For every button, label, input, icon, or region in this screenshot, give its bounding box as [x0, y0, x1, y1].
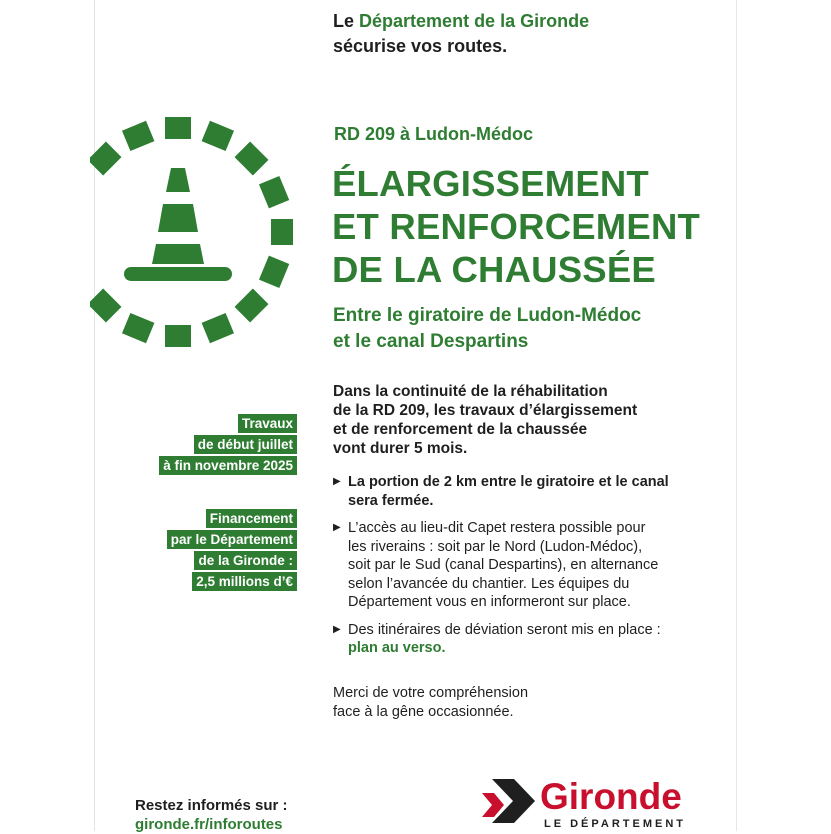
header-highlight: Département de la Gironde	[359, 11, 590, 31]
roadwork-cone-icon	[90, 104, 305, 359]
header	[333, 9, 589, 59]
traffic-cone-icon	[124, 168, 232, 281]
intro-line: vont durer 5 mois.	[333, 440, 468, 457]
bullet-line: selon l’avancée du chantier. Les équipes du	[348, 575, 630, 592]
title-line: ET RENFORCEMENT	[332, 206, 700, 247]
title-line: ÉLARGISSEMENT	[332, 163, 649, 204]
ring-dash	[122, 121, 154, 151]
funding-tag: de la Gironde :	[194, 551, 297, 570]
title-line: DE LA CHAUSSÉE	[332, 249, 656, 290]
intro-line: Dans la continuité de la réhabilitation	[333, 383, 608, 400]
triangle-bullet-icon: ▶	[333, 522, 341, 533]
bullet-line: Département vous en informeront sur place.	[348, 594, 631, 610]
intro-line: de la RD 209, les travaux d’élargissement	[333, 402, 638, 419]
bullet-detour	[333, 621, 693, 658]
ring-dash	[235, 289, 269, 323]
page-edge-right	[736, 0, 737, 831]
bullet-line: La portion de 2 km entre le giratoire et le canal	[348, 474, 669, 490]
ring-dash	[90, 289, 121, 323]
ring-dash	[259, 176, 289, 208]
funding-tag: Financement	[206, 509, 297, 528]
bullet-line-highlight: plan au verso.	[348, 640, 446, 656]
footer-link[interactable]: gironde.fr/inforoutes	[135, 816, 283, 833]
ring-dash	[90, 142, 121, 176]
route-label: RD 209 à Ludon-Médoc	[334, 124, 534, 144]
bullet-road-closed	[333, 473, 693, 510]
schedule-tag: de début juillet	[194, 435, 297, 454]
ring-dash	[259, 256, 289, 288]
ring-dash	[202, 121, 234, 151]
intro-line: et de renforcement de la chaussée	[333, 421, 588, 438]
bullet-line: sera fermée.	[348, 492, 434, 509]
ring-dash	[235, 142, 269, 176]
header-prefix: Le	[333, 11, 355, 31]
logo-subtitle: LE DÉPARTEMENT	[544, 818, 687, 830]
bullet-line: Des itinéraires de déviation seront mis en place :	[348, 621, 661, 638]
bullet-line: soit par le Sud (canal Despartins), en alternance	[348, 557, 659, 573]
ring-dash	[122, 313, 154, 343]
closing-text	[333, 684, 528, 722]
ring-dash	[165, 325, 191, 347]
page-title	[332, 162, 700, 291]
funding-tag: 2,5 millions d’€	[192, 572, 297, 591]
bullet-list	[333, 473, 693, 667]
intro-paragraph	[333, 382, 637, 458]
closing-line: Merci de votre compréhension	[333, 685, 529, 701]
schedule-tag: Travaux	[238, 414, 297, 433]
ring-dash	[271, 219, 293, 245]
funding-tag: par le Département	[167, 530, 297, 549]
bullet-access-capet	[333, 519, 693, 612]
schedule-tag: à fin novembre 2025	[159, 456, 297, 475]
triangle-bullet-icon: ▶	[333, 476, 341, 487]
footer-info	[135, 796, 288, 834]
subtitle	[333, 303, 641, 355]
triangle-bullet-icon: ▶	[333, 623, 341, 635]
header-line2: sécurise vos routes.	[333, 36, 508, 56]
gironde-logo-icon	[480, 775, 538, 831]
subtitle-line: Entre le giratoire de Ludon-Médoc	[333, 305, 642, 326]
bullet-line: les riverains : soit par le Nord (Ludon-Médoc),	[348, 538, 643, 555]
closing-line: face à la gêne occasionnée.	[333, 704, 514, 720]
ring-dash	[202, 313, 234, 343]
bullet-line: L’accès au lieu-dit Capet restera possible pour	[348, 520, 646, 536]
footer-label: Restez informés sur :	[135, 797, 288, 814]
schedule-tags	[159, 414, 297, 475]
subtitle-line: et le canal Despartins	[333, 331, 529, 352]
ring-dash	[165, 117, 191, 139]
funding-tags	[167, 509, 297, 591]
logo-name: Gironde	[540, 776, 682, 817]
